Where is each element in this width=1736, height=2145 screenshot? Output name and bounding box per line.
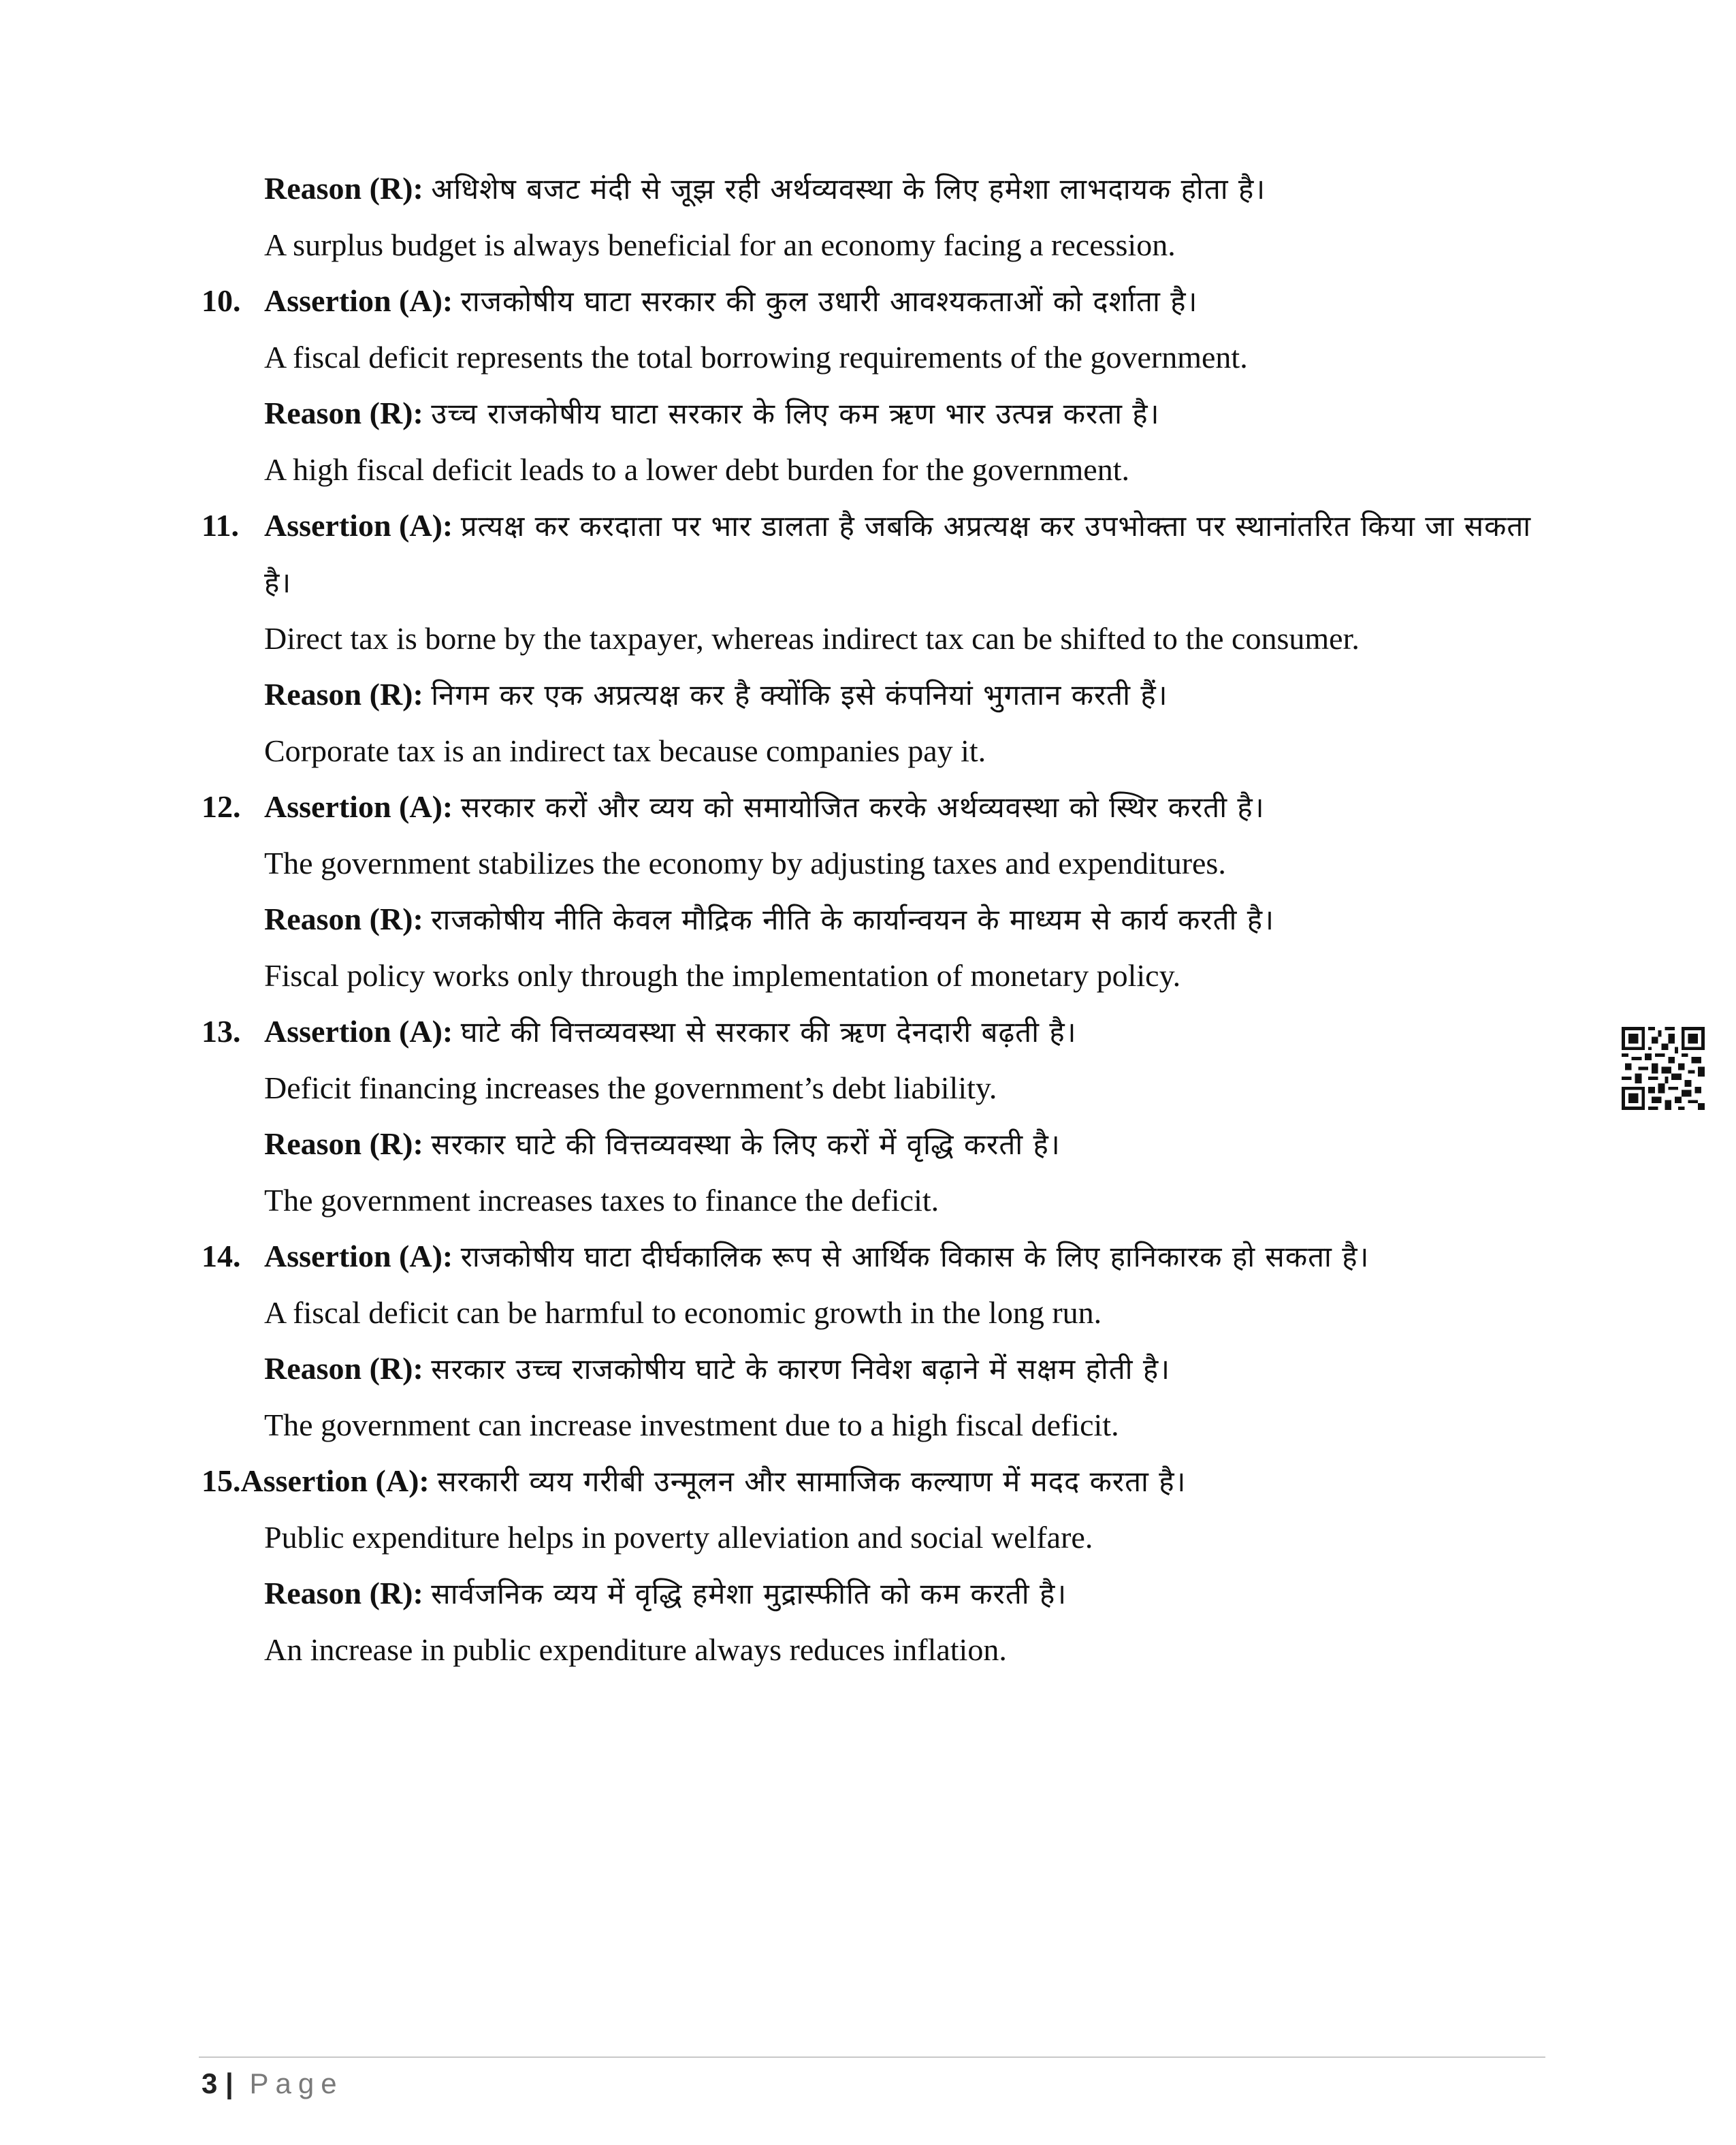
assertion-label: Assertion (A): (264, 1239, 453, 1273)
page-footer (202, 2063, 344, 2104)
reason-english: A high fiscal deficit leads to a lower debt burden for the government. (264, 452, 1129, 487)
intro-reason-block (202, 161, 1549, 273)
reason-hindi (264, 1341, 1549, 1397)
reason-english: A surplus budget is always beneficial for an economy facing a recession. (264, 227, 1176, 262)
reason-hindi-text: निगम कर एक अप्रत्यक्ष कर है क्योंकि इसे कंपनियां भुगतान करती हैं। (431, 678, 1168, 712)
assertion-label: Assertion (A): (264, 283, 453, 318)
question-number: 10. (202, 283, 241, 318)
reason-hindi-text: सरकार घाटे की वित्तव्यवस्था के लिए करों में वृद्धि करती है। (431, 1128, 1061, 1161)
reason-hindi-text: अधिशेष बजट मंदी से जूझ रही अर्थव्यवस्था के लिए हमेशा लाभदायक होता है। (431, 172, 1266, 206)
assertion-hindi-text: सरकारी व्यय गरीबी उन्मूलन और सामाजिक कल्याण में मदद करता है। (437, 1465, 1187, 1498)
reason-english: The government increases taxes to finance the deficit. (264, 1183, 939, 1218)
reason-hindi (264, 161, 1564, 217)
assertion-hindi (264, 1004, 1549, 1060)
reason-hindi (264, 667, 1549, 723)
reason-hindi-text: सार्वजनिक व्यय में वृद्धि हमेशा मुद्रास्फीति को कम करती है। (431, 1577, 1067, 1610)
reason-english: Fiscal policy works only through the implementation of monetary policy. (264, 958, 1181, 993)
reason-label: Reason (R): (264, 1351, 423, 1386)
reason-label: Reason (R): (264, 677, 423, 712)
question-number: 14. (202, 1239, 241, 1273)
question-13 (202, 1004, 1549, 1228)
assertion-hindi-text: घाटे की वित्तव्यवस्था से सरकार की ऋण देनदारी बढ़ती है। (460, 1015, 1077, 1049)
question-12 (202, 779, 1549, 1004)
reason-hindi (264, 1566, 1549, 1622)
assertion-english: The government stabilizes the economy by adjusting taxes and expenditures. (264, 846, 1226, 880)
question-number: 11. (202, 508, 239, 543)
assertion-hindi (202, 1453, 1549, 1510)
assertion-label: Assertion (A): (240, 1463, 430, 1498)
reason-label: Reason (R): (264, 1126, 423, 1161)
reason-label: Reason (R): (264, 1576, 423, 1610)
reason-label: Reason (R): (264, 902, 423, 936)
footer-separator: | (225, 2067, 234, 2099)
assertion-hindi-text: राजकोषीय घाटा दीर्घकालिक रूप से आर्थिक विकास के लिए हानिकारक हो सकता है। (460, 1240, 1370, 1273)
reason-hindi-text: सरकार उच्च राजकोषीय घाटे के कारण निवेश बढ़ाने में सक्षम होती है। (431, 1352, 1171, 1386)
assertion-english: A fiscal deficit represents the total borrowing requirements of the government. (264, 340, 1248, 375)
reason-label: Reason (R): (264, 171, 423, 206)
assertion-hindi (264, 498, 1564, 611)
reason-label: Reason (R): (264, 396, 423, 430)
page-number: 3 (202, 2067, 218, 2099)
assertion-english: Deficit financing increases the government’s debt liability. (264, 1070, 997, 1105)
assertion-hindi-text: सरकार करों और व्यय को समायोजित करके अर्थव्यवस्था को स्थिर करती है। (460, 791, 1265, 824)
question-11 (202, 498, 1549, 779)
reason-english: The government can increase investment due to a high fiscal deficit. (264, 1408, 1119, 1442)
assertion-label: Assertion (A): (264, 508, 453, 543)
assertion-hindi (264, 779, 1564, 836)
reason-hindi (264, 385, 1549, 442)
assertion-hindi-text: प्रत्यक्ष कर करदाता पर भार डालता है जबकि अप्रत्यक्ष कर उपभोक्ता पर स्थानांतरित किया जा सकता है। (264, 509, 1532, 599)
reason-hindi (264, 891, 1564, 948)
footer-divider (199, 2056, 1545, 2058)
reason-hindi (264, 1116, 1549, 1173)
assertion-label: Assertion (A): (264, 789, 453, 824)
reason-english: Corporate tax is an indirect tax because companies pay it. (264, 733, 986, 768)
question-number: 12. (202, 789, 241, 824)
assertion-hindi (264, 1228, 1564, 1285)
question-10 (202, 273, 1549, 498)
assertion-english: Direct tax is borne by the taxpayer, whereas indirect tax can be shifted to the consumer. (264, 621, 1360, 656)
assertion-english: Public expenditure helps in poverty alleviation and social welfare. (264, 1520, 1093, 1555)
question-14 (202, 1228, 1549, 1453)
assertion-hindi (202, 273, 1549, 330)
reason-hindi-text: राजकोषीय नीति केवल मौद्रिक नीति के कार्यान्वयन के माध्यम से कार्य करती है। (431, 903, 1274, 936)
assertion-label: Assertion (A): (264, 1014, 453, 1049)
reason-hindi-text: उच्च राजकोषीय घाटा सरकार के लिए कम ऋण भार उत्पन्न करता है। (431, 397, 1160, 430)
qr-code-icon (1622, 1027, 1705, 1110)
assertion-english: A fiscal deficit can be harmful to economic growth in the long run. (264, 1295, 1102, 1330)
page-word: Page (249, 2067, 344, 2099)
assertion-hindi-text: राजकोषीय घाटा सरकार की कुल उधारी आवश्यकताओं को दर्शाता है। (460, 285, 1198, 318)
question-number: 15. (202, 1463, 241, 1498)
reason-english: An increase in public expenditure always reduces inflation. (264, 1632, 1007, 1667)
question-number: 13. (202, 1014, 241, 1049)
question-15 (202, 1453, 1549, 1678)
page-content (202, 161, 1549, 1678)
